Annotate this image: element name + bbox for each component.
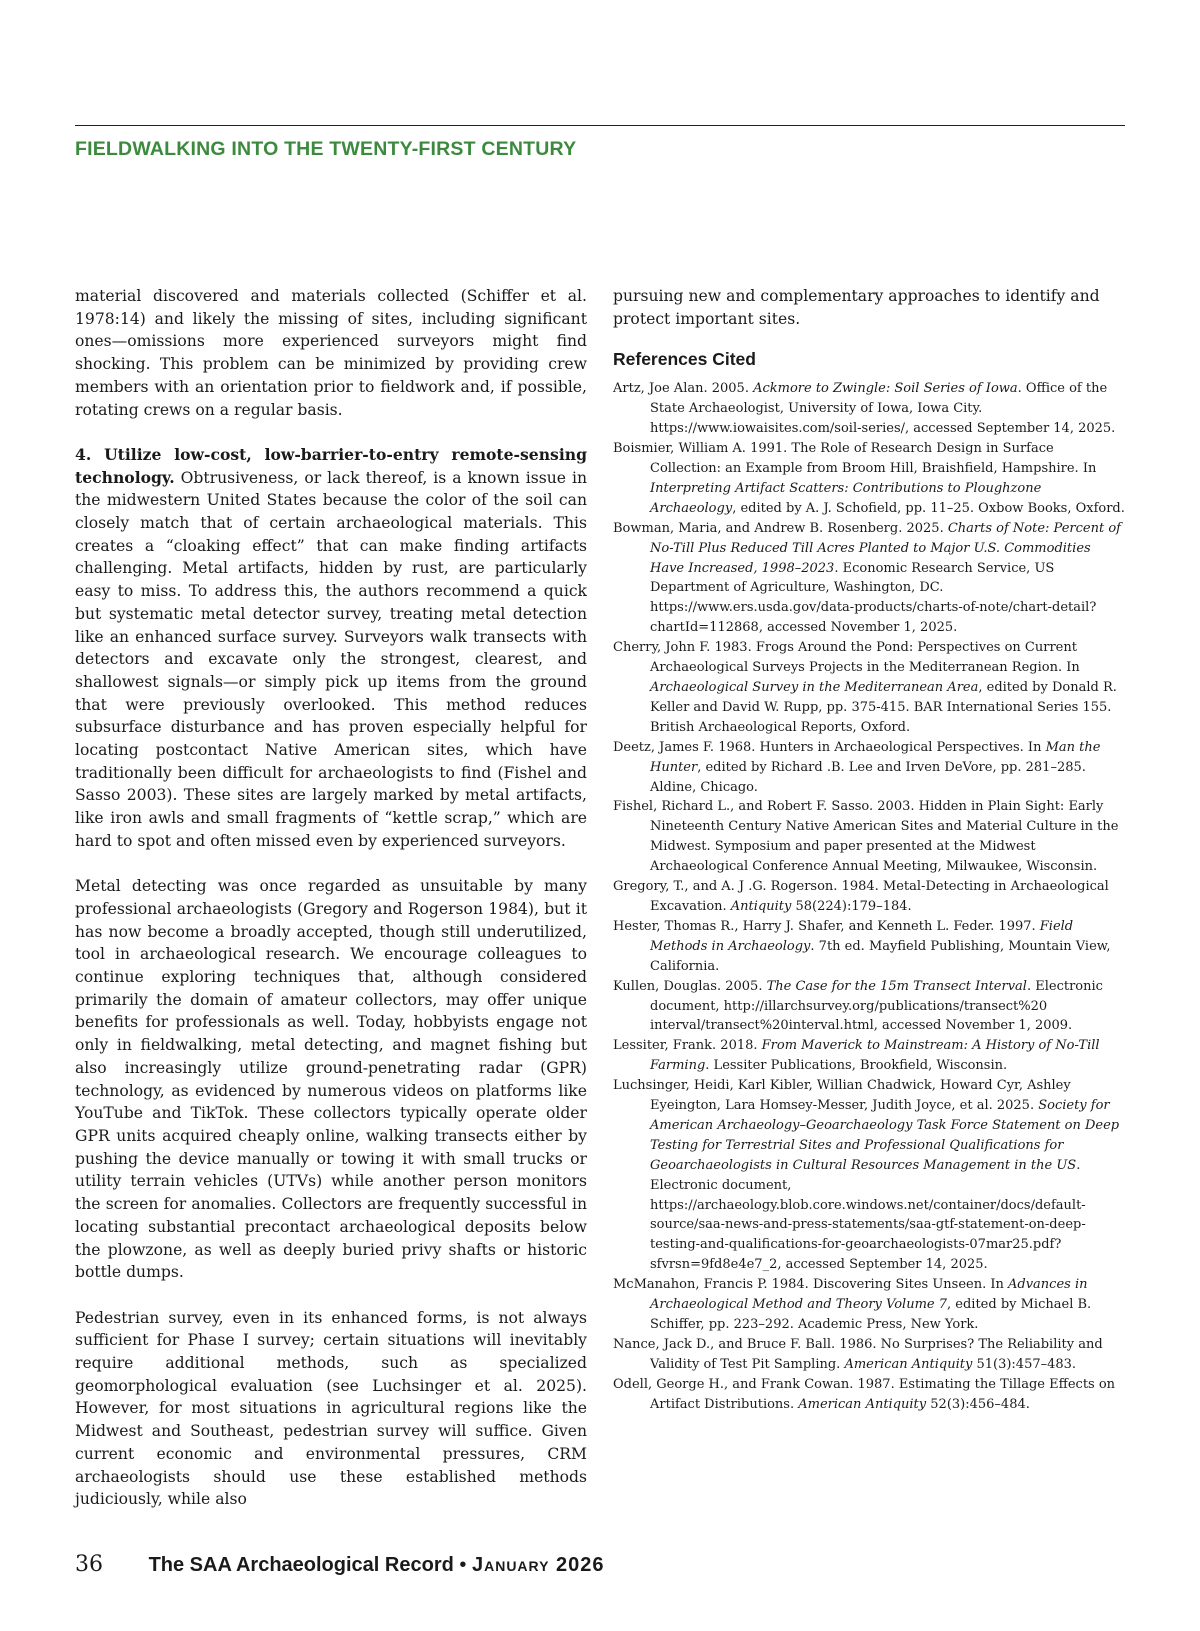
section-title: FIELDWALKING INTO THE TWENTY-FIRST CENTURY	[75, 138, 577, 160]
reference-item	[613, 439, 1125, 519]
reference-title: From Maverick to Mainstream: A History of No-Till Farming	[650, 1038, 1100, 1074]
reference-title: American Antiquity	[798, 1396, 927, 1412]
reference-title: Man the Hunter	[650, 739, 1101, 775]
reference-item	[613, 1275, 1125, 1335]
reference-details: . 7th ed. Mayfield Publishing, Mountain View, California.	[650, 938, 1111, 974]
paragraph-4: Pedestrian survey, even in its enhanced forms, is not always sufficient for Phase I survey; certain situations will inevitably require additional methods, such as specialized geomorphological evaluation (see Luchsinger et al. 2025). However, for most situations in agricultural regions like the Midwest and Southeast, pedestrian survey will suffice. Given current economic and environmental pressures, CRM archaeologists should use these established methods judiciously, while also	[75, 1308, 587, 1509]
reference-item	[613, 797, 1125, 877]
reference-item	[613, 877, 1125, 917]
paragraph-2-heading: 4. Utilize low-cost, low-barrier-to-entry remote-sensing technology.	[75, 444, 587, 487]
reference-title: American Antiquity	[844, 1356, 973, 1372]
reference-text: Odell, George H., and Frank Cowan. 1987. Estimating the Tillage Effects on Artifact Distributions.	[613, 1376, 1116, 1412]
reference-details: 52(3):456–484.	[926, 1396, 1030, 1412]
reference-details: . Electronic document, http://illarchsurvey.org/publications/transect%20 interval/transect%20interval.html, accessed November 1, 2009.	[650, 978, 1103, 1034]
references-list	[613, 379, 1125, 1414]
reference-item	[613, 1375, 1125, 1415]
reference-title: Society for American Archaeology–Geoarchaeology Task Force Statement on Deep Testing for Terrestrial Sites and Professional Qualifications for Geoarchaeologists in Cultural Resources Management in the US	[650, 1098, 1120, 1173]
paragraph-2	[75, 444, 587, 853]
reference-title: Antiquity	[730, 898, 792, 914]
reference-item	[613, 977, 1125, 1037]
reference-text: Luchsinger, Heidi, Karl Kibler, Willian Chadwick, Howard Cyr, Ashley Eyeington, Lara Homsey-Messer, Judith Joyce, et al. 2025.	[613, 1078, 1071, 1114]
reference-text: Cherry, John F. 1983. Frogs Around the Pond: Perspectives on Current Archaeological Surveys Projects in the Mediterranean Region. In	[613, 640, 1080, 676]
reference-text: McManahon, Francis P. 1984. Discovering Sites Unseen. In	[613, 1277, 1008, 1293]
left-column	[75, 285, 587, 1534]
reference-item	[613, 738, 1125, 798]
reference-title: Advances in Archaeological Method and Theory Volume 7	[650, 1277, 1088, 1313]
journal-title: The SAA Archaeological Record	[148, 1554, 454, 1576]
reference-text: Gregory, T., and A. J .G. Rogerson. 1984. Metal-Detecting in Archaeological Excavation.	[613, 879, 1109, 914]
reference-details: . Office of the State Archaeologist, University of Iowa, Iowa City. https://www.iowaisites.com/soil-series/, accessed September 14, 2025.	[650, 381, 1116, 437]
reference-details: 51(3):457–483.	[972, 1356, 1077, 1372]
reference-details: , edited by Donald R. Keller and David W. Rupp, pp. 375-415. BAR International Series 155. British Archaeological Reports, Oxford.	[650, 680, 1117, 735]
continuation-paragraph: pursuing new and complementary approaches to identify and protect important sites.	[613, 287, 1100, 328]
paragraph-2-body: Obtrusiveness, or lack thereof, is a known issue in the midwestern United States because the color of the soil can closely match that of certain archaeological materials. This creates a “cloaking effect” that can make finding artifacts challenging. Metal artifacts, hidden by rust, are particularly easy to miss. To address this, the authors recommend a quick but systematic metal detector survey, treating metal detection like an enhanced surface survey. Surveyors walk transects with detectors and excavate only the strongest, clearest, and shallowest signals—or simply pick up items from the ground that were previously overlooked. This method reduces subsurface disturbance and has proven especially helpful for locating postcontact Native American sites, which have traditionally been difficult for archaeologists to find (Fishel and Sasso 2003). These sites are largely marked by metal artifacts, like iron awls and small fragments of “kettle scrap,” which are hard to spot and often missed even by experienced surveyors.	[75, 468, 587, 850]
reference-text: Bowman, Maria, and Andrew B. Rosenberg. 2025.	[613, 520, 948, 536]
reference-item	[613, 379, 1125, 439]
header-rule	[75, 125, 1125, 126]
reference-title: Charts of Note: Percent of No-Till Plus Reduced Till Acres Planted to Major U.S. Commodities Have Increased, 1998–2023	[650, 520, 1121, 576]
paragraph-3: Metal detecting was once regarded as unsuitable by many professional archaeologists (Gregory and Rogerson 1984), but it has now become a broadly accepted, though still underutilized, tool in archaeological research. We encourage colleagues to continue exploring techniques that, although considered primarily the domain of amateur collectors, may offer unique benefits for professionals as well. Today, hobbyists engage not only in fieldwalking, metal detecting, and magnet fishing but also increasingly utilize ground-penetrating radar (GPR) technology, as evidenced by numerous videos on platforms like YouTube and TikTok. These collectors typically operate older GPR units acquired cheaply online, walking transects either by pushing the device manually or towing it with small trucks or utility terrain vehicles (UTVs) while another person monitors the screen for anomalies. Collectors are frequently successful in locating substantial precontact archaeological deposits below the plowzone, as well as deeply buried privy shafts or historic bottle dumps.	[75, 877, 587, 1282]
right-column	[613, 285, 1125, 1415]
reference-item	[613, 1076, 1125, 1275]
reference-title: Interpreting Artifact Scatters: Contributions to Ploughzone Archaeology	[650, 480, 1042, 516]
reference-item	[613, 917, 1125, 977]
references-heading: References Cited	[613, 349, 756, 370]
reference-text: Kullen, Douglas. 2005.	[613, 978, 767, 994]
reference-item	[613, 519, 1125, 638]
reference-text: Deetz, James F. 1968. Hunters in Archaeological Perspectives. In	[613, 739, 1046, 755]
reference-details: . Electronic document, https://archaeology.blob.core.windows.net/container/docs/default-source/saa-news-and-press-statements/saa-gtf-statement-on-deep-testing-and-qualifications-for-geoarchaeologists-07mar25.pdf?sfvrsn=9fd8e4e7_2, accessed September 14, 2025.	[650, 1157, 1086, 1273]
reference-text: Fishel, Richard L., and Robert F. Sasso. 2003. Hidden in Plain Sight: Early Nineteenth Century Native American Sites and Material Culture in the Midwest. Symposium and paper presented at the Midwest Archaeological Conference Annual Meeting, Milwaukee, Wisconsin.	[613, 799, 1119, 875]
page-number: 36	[75, 1552, 103, 1577]
reference-item	[613, 1036, 1125, 1076]
reference-text: Lessiter, Frank. 2018.	[613, 1038, 762, 1054]
reference-details: , edited by Michael B. Schiffer, pp. 223–292. Academic Press, New York.	[650, 1297, 1092, 1332]
reference-title: The Case for the 15m Transect Interval	[766, 978, 1027, 994]
issue-date: January 2026	[471, 1554, 605, 1576]
footer-separator: •	[459, 1554, 467, 1576]
paragraph-1: material discovered and materials collected (Schiffer et al. 1978:14) and likely the missing of sites, including significant ones—omissions more experienced surveyors might find shocking. This problem can be minimized by providing crew members with an orientation prior to fieldwork and, if possible, rotating crews on a regular basis.	[75, 287, 587, 419]
reference-item	[613, 1335, 1125, 1375]
reference-text: Nance, Jack D., and Bruce F. Ball. 1986. No Surprises? The Reliability and Validity of Test Pit Sampling.	[613, 1336, 1103, 1372]
reference-text: Artz, Joe Alan. 2005.	[613, 381, 754, 397]
reference-title: Archaeological Survey in the Mediterranean Area	[650, 680, 979, 695]
footer	[75, 1552, 605, 1577]
reference-details: . Lessiter Publications, Brookfield, Wisconsin.	[705, 1058, 1008, 1074]
reference-details: 58(224):179–184.	[791, 898, 912, 914]
reference-item	[613, 638, 1125, 738]
reference-text: Hester, Thomas R., Harry J. Shafer, and Kenneth L. Feder. 1997.	[613, 918, 1040, 934]
reference-text: Boismier, William A. 1991. The Role of Research Design in Surface Collection: an Example from Broom Hill, Braishfield, Hampshire. In	[613, 441, 1097, 477]
reference-details: , edited by Richard .B. Lee and Irven DeVore, pp. 281–285. Aldine, Chicago.	[650, 759, 1086, 795]
reference-title: Ackmore to Zwingle: Soil Series of Iowa	[753, 381, 1018, 397]
reference-details: , edited by A. J. Schofield, pp. 11–25. Oxbow Books, Oxford.	[732, 500, 1125, 516]
reference-details: . Economic Research Service, US Department of Agriculture, Washington, DC. https://www.ers.usda.gov/data-products/charts-of-note/chart-detail?chartId=112868, accessed November 1, 2025.	[650, 560, 1097, 636]
reference-title: Field Methods in Archaeology	[650, 918, 1074, 954]
